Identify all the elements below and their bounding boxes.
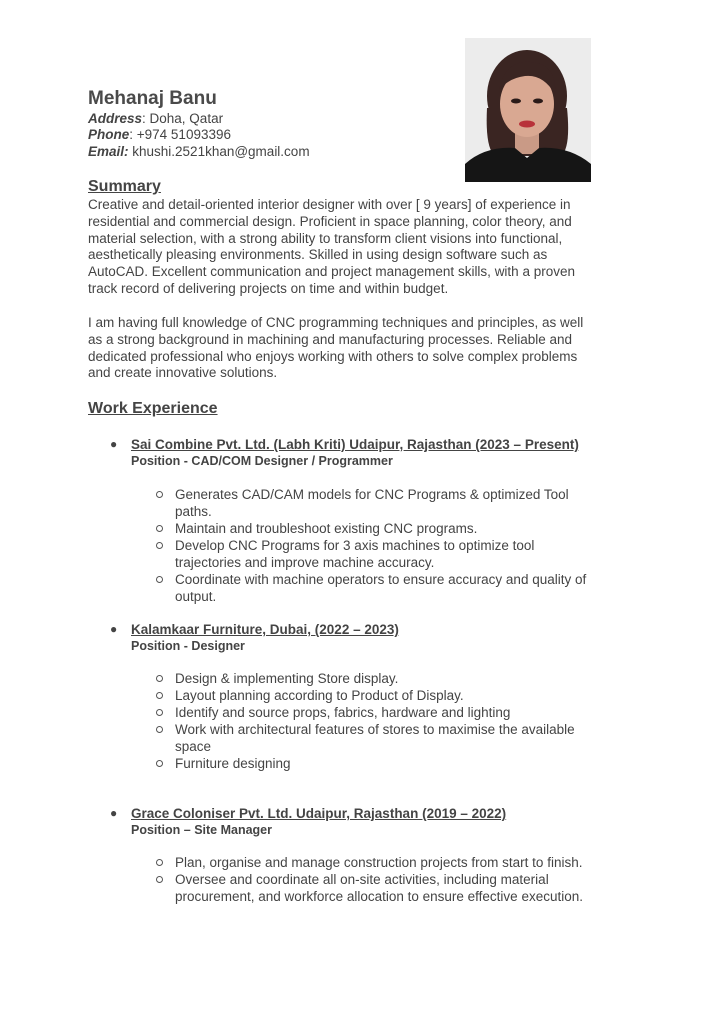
duty-line: Identify and source props, fabrics, hardware and lighting [175,705,511,720]
address-value: : Doha, Qatar [142,111,224,126]
phone-value: : +974 51093396 [129,127,231,142]
duty-line: Oversee and coordinate all on-site activities, including material [175,872,549,887]
job-position: Position - CAD/COM Designer / Programmer [131,454,393,468]
circle-bullet-icon [156,859,163,866]
summary-paragraph-2 [88,315,633,382]
work-experience-heading: Work Experience [88,400,218,417]
duty-line: Work with architectural features of stores to maximise the available [175,722,575,737]
bullet-icon: ● [110,622,118,636]
duty-line: Plan, organise and manage construction projects from start to finish. [175,855,583,870]
duty-line: trajectories and improve machine accuracy. [175,555,435,570]
bullet-icon: ● [110,806,118,820]
summary-line: residential and commercial design. Proficient in space planning, color theory, and [88,213,572,229]
circle-bullet-icon [156,525,163,532]
job-company: Kalamkaar Furniture, Dubai, (2022 – 2023) [131,622,399,637]
summary-line: and create innovative solutions. [88,365,278,381]
summary-heading: Summary [88,178,161,195]
job-company: Grace Coloniser Pvt. Ltd. Udaipur, Rajasthan (2019 – 2022) [131,806,507,821]
summary-line: material selection, with a strong ability to transform client visions into functional, [88,230,563,246]
summary-line: dedicated professional who enjoys working with others to solve complex problems [88,348,578,364]
circle-bullet-icon [156,491,163,498]
duty-line: paths. [175,504,212,519]
duty-item [152,537,622,571]
duty-item [152,520,622,537]
job-duties-list [152,486,622,605]
duty-line: output. [175,589,217,604]
duty-item [152,571,622,605]
profile-photo [465,38,591,182]
duty-line: Furniture designing [175,756,291,771]
email-label: Email: [88,144,129,159]
job-position: Position - Designer [131,639,245,653]
summary-paragraph-1 [88,197,633,298]
circle-bullet-icon [156,576,163,583]
summary-line: AutoCAD. Excellent communication and project management skills, with a proven [88,264,575,280]
job-company: Sai Combine Pvt. Ltd. (Labh Kriti) Udaipur, Rajasthan (2023 – Present) [131,437,579,452]
phone-line [88,127,231,143]
duty-item [152,871,622,905]
bullet-icon: ● [110,437,118,451]
duty-item [152,486,622,520]
duty-line: space [175,739,212,754]
address-line [88,111,223,127]
duty-line: Maintain and troubleshoot existing CNC programs. [175,521,478,536]
duty-line: Generates CAD/CAM models for CNC Programs & optimized Tool [175,487,569,502]
circle-bullet-icon [156,709,163,716]
duty-line: Layout planning according to Product of Display. [175,688,464,703]
summary-line: as a strong background in machining and manufacturing processes. Reliable and [88,331,573,347]
duty-item [152,721,622,755]
job-duties-list [152,854,622,905]
job-duties-list [152,670,622,772]
summary-line: Creative and detail-oriented interior designer with over [ 9 years] of experience in [88,197,571,212]
duty-line: Design & implementing Store display. [175,671,399,686]
duty-line: Coordinate with machine operators to ensure accuracy and quality of [175,572,587,587]
duty-item [152,670,622,687]
duty-item [152,687,622,704]
circle-bullet-icon [156,692,163,699]
duty-line: Develop CNC Programs for 3 axis machines to optimize tool [175,538,535,553]
circle-bullet-icon [156,876,163,883]
duty-line: procurement, and workforce allocation to ensure effective execution. [175,889,583,904]
circle-bullet-icon [156,542,163,549]
job-position: Position – Site Manager [131,823,273,837]
email-value: khushi.2521khan@gmail.com [128,144,310,159]
summary-line: track record of delivering projects on time and within budget. [88,280,449,296]
candidate-name: Mehanaj Banu [88,88,217,109]
circle-bullet-icon [156,726,163,733]
circle-bullet-icon [156,760,163,767]
address-label: Address [88,111,143,126]
phone-label: Phone [88,127,130,142]
summary-line: aesthetically pleasing environments. Skilled in using design software such as [88,247,548,263]
circle-bullet-icon [156,675,163,682]
duty-item [152,854,622,871]
summary-line: I am having full knowledge of CNC programming techniques and principles, as well [88,315,584,330]
email-line [88,144,310,160]
duty-item [152,704,622,721]
duty-item [152,755,622,772]
